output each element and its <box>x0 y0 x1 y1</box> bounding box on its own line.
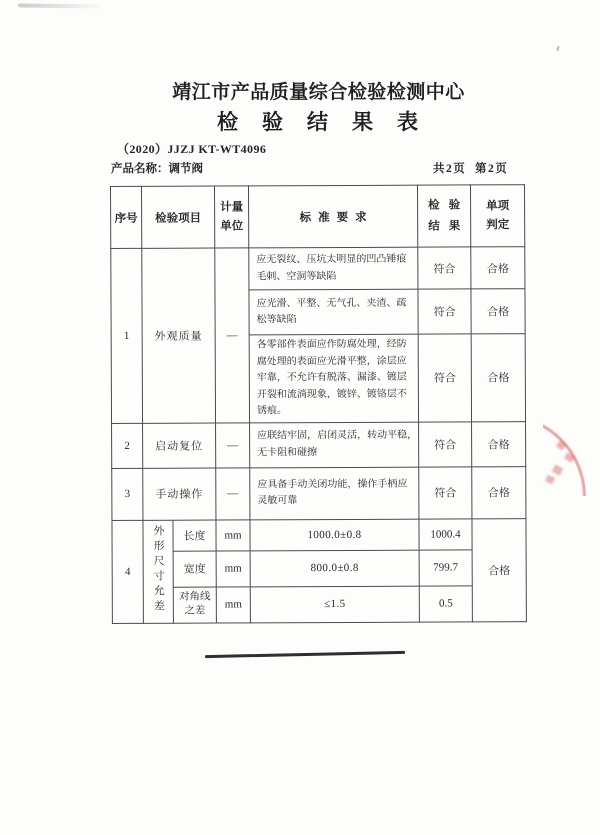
unit-cell: — <box>216 467 250 519</box>
col-header-judgement: 单项 判定 <box>470 185 524 247</box>
end-of-report-line <box>205 651 405 658</box>
table-header-row <box>111 185 525 249</box>
scan-smudge <box>18 3 100 8</box>
sub-item-cell: 宽度 <box>173 551 216 587</box>
sub-item-cell: 长度 <box>173 520 216 551</box>
unit-cell: mm <box>216 519 250 550</box>
no-cell: 3 <box>112 468 143 520</box>
judgement-cell: 合格 <box>472 518 526 621</box>
judgement-cell: 合格 <box>472 466 526 518</box>
unit-cell: — <box>216 422 250 467</box>
doc-title: 检验结果表 <box>217 110 442 134</box>
requirement-cell: 应具备手动关闭功能，操作手柄应 灵敏可靠 <box>250 467 419 520</box>
unit-cell: mm <box>216 586 250 622</box>
result-cell: 符合 <box>419 421 472 466</box>
item-cell: 启动复位 <box>143 423 216 468</box>
no-cell: 4 <box>112 520 143 623</box>
product-name: 产品名称：调节阀 <box>111 163 203 175</box>
requirement-cell: 应联结牢固，启闭灵活，转动平稳， 无卡阻和碰擦 <box>250 422 419 468</box>
report-number: （2020）JJZJ KT-WT4096 <box>117 142 267 156</box>
item-cell: 手动操作 <box>143 468 216 520</box>
sub-item-cell: 对角线 之差 <box>173 587 216 623</box>
requirement-cell: 各零部件表面应作防腐处理，经防 腐处理的表面应光滑平整，涂层应 牢靠，不允许有脱落、漏漆、镀层 开裂和流淌现象，镀锌、镀铬层不 锈痕。 <box>249 334 418 422</box>
judgement-cell: 合格 <box>471 334 525 422</box>
item-cell-vertical <box>143 520 173 623</box>
vertical-item-label: 外形尺寸允差 <box>151 524 165 615</box>
requirement-cell: ≤1.5 <box>250 586 419 623</box>
item-cell: 外观质量 <box>142 248 216 423</box>
requirement-cell: 1000.0±0.8 <box>250 519 419 551</box>
table-row <box>112 549 526 587</box>
requirement-cell: 应无裂纹、压坑太明显的凹凸锤痕 毛刺、空洞等缺陷 <box>249 247 418 290</box>
no-cell: 1 <box>111 248 143 423</box>
page-count: 共2页 第2页 <box>433 163 509 175</box>
requirement-cell: 应光滑、平整、无气孔、夹渣、疏 松等缺陷 <box>249 289 418 335</box>
col-header-requirement: 标准要求 <box>249 185 418 248</box>
table-row <box>112 466 526 520</box>
result-cell: 1000.4 <box>419 518 472 549</box>
requirement-cell: 800.0±0.8 <box>250 550 419 587</box>
table-row <box>111 247 525 291</box>
col-header-unit: 计量 单位 <box>215 186 249 248</box>
results-table <box>110 184 527 623</box>
stamp-seal <box>543 402 600 496</box>
result-cell: 符合 <box>418 334 471 422</box>
table-row <box>112 421 526 468</box>
table-row <box>112 585 526 623</box>
table-row <box>112 518 526 551</box>
judgement-cell: 合格 <box>471 247 525 289</box>
col-header-no: 序号 <box>111 186 142 248</box>
judgement-cell: 合格 <box>471 289 525 334</box>
col-header-result: 检验 结果 <box>417 185 470 247</box>
result-cell: 符合 <box>418 289 471 334</box>
result-cell: 799.7 <box>419 549 472 585</box>
unit-cell: — <box>215 248 250 423</box>
org-name: 靖江市产品质量综合检验检测中心 <box>172 82 465 103</box>
unit-cell: mm <box>216 550 250 586</box>
col-header-item: 检验项目 <box>142 186 215 248</box>
no-cell: 2 <box>112 423 143 468</box>
judgement-cell: 合格 <box>472 421 526 466</box>
scan-speck <box>557 46 560 51</box>
result-cell: 符合 <box>418 247 471 289</box>
result-cell: 0.5 <box>419 585 472 621</box>
result-cell: 符合 <box>419 466 472 518</box>
